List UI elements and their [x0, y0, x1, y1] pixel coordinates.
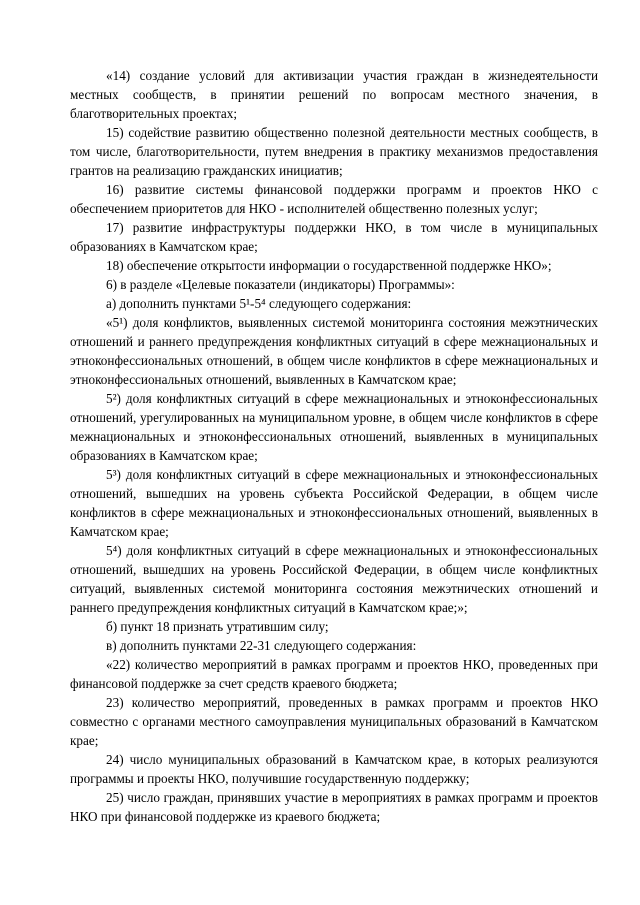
paragraph-subitem-b: б) пункт 18 признать утратившим силу; — [106, 619, 329, 634]
paragraph-item-16: 16) развитие системы финансовой поддержки программ и проектов НКО с обеспечением приоритетов для НКО - исполнителей общественно полезных услуг; — [70, 182, 598, 216]
paragraph-item-23: 23) количество мероприятий, проведенных в рамках программ и проектов НКО совместно с органами местного самоуправления муниципальных образований в Камчатском крае; — [70, 695, 598, 748]
paragraph-item-5-2: 5²) доля конфликтных ситуаций в сфере межнациональных и этноконфессиональных отношений, урегулированных на муниципальном уровне, в общем числе конфликтов в сфере межнациональных и этноконфессиональных отношений, выявленных в муниципальных образованиях в Камчатском крае; — [70, 391, 598, 463]
paragraph-item-5-4: 5⁴) доля конфликтных ситуаций в сфере межнациональных и этноконфессиональных отношений, вышедших на уровень Российской Федерации, в общем числе конфликтных ситуаций, выявленных системой мониторинга состояния межэтнических отношений и раннего предупреждения конфликтных ситуаций в Камчатском крае;»; — [70, 543, 598, 615]
paragraph-item-17: 17) развитие инфраструктуры поддержки НКО, в том числе в муниципальных образованиях в Камчатском крае; — [70, 220, 598, 254]
paragraph-item-25: 25) число граждан, принявших участие в мероприятиях в рамках программ и проектов НКО при финансовой поддержке из краевого бюджета; — [70, 790, 598, 824]
paragraph-item-5-1: «5¹) доля конфликтов, выявленных системой мониторинга состояния межэтнических отношений и раннего предупреждения конфликтных ситуаций в сфере межнациональных и этноконфессиональных отношений, в общем числе конфликтов в сфере межнациональных и этноконфессиональных отношений, выявленных в Камчатском крае; — [70, 315, 598, 387]
paragraph-item-14: «14) создание условий для активизации участия граждан в жизнедеятельности местных сообществ, в принятии решений по вопросам местного значения, в благотворительных проектах; — [70, 68, 598, 121]
paragraph-item-5-3: 5³) доля конфликтных ситуаций в сфере межнациональных и этноконфессиональных отношений, вышедших на уровень субъекта Российской Федерации, в общем числе конфликтов в сфере межнациональных и этноконфессиональных отношений, выявленных в Камчатском крае; — [70, 467, 598, 539]
paragraph-item-22: «22) количество мероприятий в рамках программ и проектов НКО, проведенных при финансовой поддержке за счет средств краевого бюджета; — [70, 657, 598, 691]
paragraph-item-15: 15) содействие развитию общественно полезной деятельности местных сообществ, в том числе, благотворительности, путем внедрения в практику механизмов предоставления грантов на реализацию гражданских инициатив; — [70, 125, 598, 178]
paragraph-item-24: 24) число муниципальных образований в Камчатском крае, в которых реализуются программы и проекты НКО, получившие государственную поддержку; — [70, 752, 598, 786]
document-page — [70, 66, 598, 826]
paragraph-item-18: 18) обеспечение открытости информации о государственной поддержке НКО»; — [106, 258, 552, 273]
paragraph-subitem-a: а) дополнить пунктами 5¹-5⁴ следующего содержания: — [106, 296, 412, 311]
paragraph-section-targets: 6) в разделе «Целевые показатели (индикаторы) Программы»: — [106, 277, 455, 292]
paragraph-subitem-v: в) дополнить пунктами 22-31 следующего содержания: — [106, 638, 417, 653]
